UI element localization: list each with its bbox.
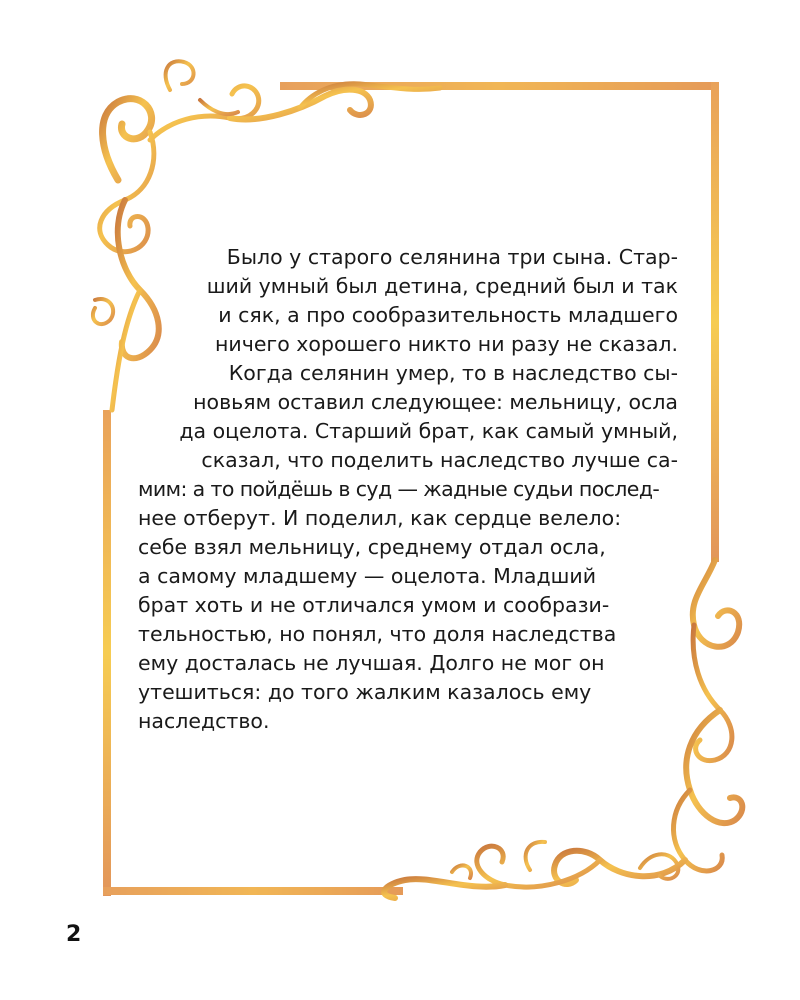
story-line: тельностью, но понял, что доля наследства bbox=[138, 622, 617, 646]
story-line: Когда селянин умер, то в наследство сы- bbox=[228, 361, 678, 385]
story-line: новьям оставил следующее: мельницу, осла bbox=[193, 390, 678, 414]
page-number: 2 bbox=[66, 922, 82, 947]
frame-bottom-bar bbox=[103, 887, 403, 895]
story-line: сказал, что поделить наследство лучше са- bbox=[201, 448, 678, 472]
story-line: ему досталась не лучшая. Долго не мог он bbox=[138, 651, 605, 675]
story-line: Было у старого селянина три сына. Стар- bbox=[226, 245, 678, 269]
story-line: утешиться: до того жалким казалось ему bbox=[138, 680, 592, 704]
frame-right-bar bbox=[711, 82, 719, 562]
story-line: ший умный был детина, средний был и так bbox=[206, 274, 678, 298]
story-line: ничего хорошего никто ни разу не сказал. bbox=[214, 332, 678, 356]
story-line: нее отберут. И поделил, как сердце велело: bbox=[138, 506, 622, 530]
frame-left-bar bbox=[103, 410, 111, 896]
story-line: себе взял мельницу, среднему отдал осла, bbox=[138, 535, 606, 559]
story-line: да оцелота. Старший брат, как самый умный, bbox=[179, 419, 678, 443]
story-line: наследство. bbox=[138, 709, 270, 733]
story-line: а самому младшему — оцелота. Младший bbox=[138, 564, 597, 588]
story-line: мим: а то пойдёшь в суд — жадные судьи послед- bbox=[138, 477, 660, 501]
story-line: и сяк, а про сообразительность младшего bbox=[218, 303, 678, 327]
story-line: брат хоть и не отличался умом и сообрази- bbox=[138, 593, 610, 617]
